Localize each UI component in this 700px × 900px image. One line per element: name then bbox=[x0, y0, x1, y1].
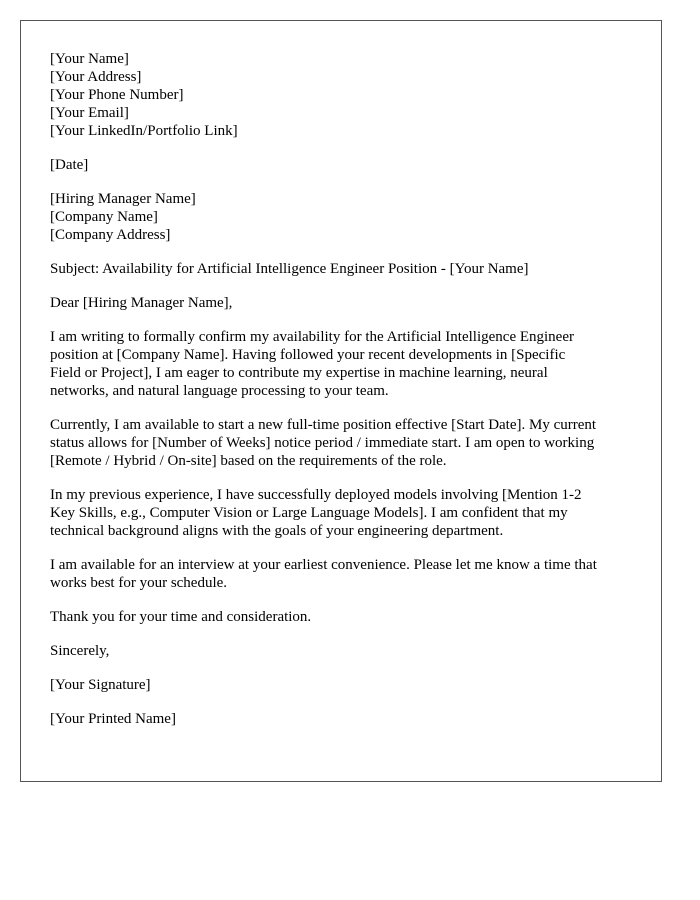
paragraph-line: Thank you for your time and consideration. bbox=[50, 609, 312, 625]
sender-address: [Your Address] bbox=[50, 69, 142, 85]
body-paragraph bbox=[50, 556, 650, 592]
body-paragraph bbox=[50, 608, 650, 626]
recipient-address: [Company Address] bbox=[50, 227, 171, 243]
paragraph-line: Key Skills, e.g., Computer Vision or Large Language Models]. I am confident that my bbox=[50, 505, 568, 521]
body-paragraphs bbox=[50, 328, 650, 626]
paragraph-line: I am available for an interview at your earliest convenience. Please let me know a time that bbox=[50, 557, 597, 573]
recipient-company: [Company Name] bbox=[50, 209, 158, 225]
sender-phone: [Your Phone Number] bbox=[50, 87, 184, 103]
sender-name: [Your Name] bbox=[50, 51, 129, 67]
paragraph-line: [Remote / Hybrid / On-site] based on the requirements of the role. bbox=[50, 453, 447, 469]
sender-block bbox=[50, 50, 650, 140]
subject-line: Subject: Availability for Artificial Intelligence Engineer Position - [Your Name] bbox=[50, 261, 529, 277]
body-paragraph bbox=[50, 328, 650, 400]
sender-email: [Your Email] bbox=[50, 105, 129, 121]
date: [Date] bbox=[50, 157, 89, 173]
letter-content bbox=[50, 50, 650, 744]
printed-name: [Your Printed Name] bbox=[50, 711, 176, 727]
closing: Sincerely, bbox=[50, 643, 110, 659]
body-paragraph bbox=[50, 486, 650, 540]
paragraph-line: networks, and natural language processing to your team. bbox=[50, 383, 389, 399]
paragraph-line: In my previous experience, I have successfully deployed models involving [Mention 1-2 bbox=[50, 487, 582, 503]
signature: [Your Signature] bbox=[50, 677, 151, 693]
letter-page bbox=[20, 20, 662, 782]
paragraph-line: I am writing to formally confirm my availability for the Artificial Intelligence Engineer bbox=[50, 329, 574, 345]
recipient-block bbox=[50, 190, 650, 244]
salutation: Dear [Hiring Manager Name], bbox=[50, 295, 233, 311]
paragraph-line: Currently, I am available to start a new full-time position effective [Start Date]. My current bbox=[50, 417, 597, 433]
paragraph-line: position at [Company Name]. Having followed your recent developments in [Specific bbox=[50, 347, 566, 363]
paragraph-line: technical background aligns with the goals of your engineering department. bbox=[50, 523, 504, 539]
paragraph-line: works best for your schedule. bbox=[50, 575, 228, 591]
recipient-name: [Hiring Manager Name] bbox=[50, 191, 196, 207]
paragraph-line: Field or Project], I am eager to contribute my expertise in machine learning, neural bbox=[50, 365, 548, 381]
sender-link: [Your LinkedIn/Portfolio Link] bbox=[50, 123, 238, 139]
body-paragraph bbox=[50, 416, 650, 470]
paragraph-line: status allows for [Number of Weeks] notice period / immediate start. I am open to working bbox=[50, 435, 595, 451]
